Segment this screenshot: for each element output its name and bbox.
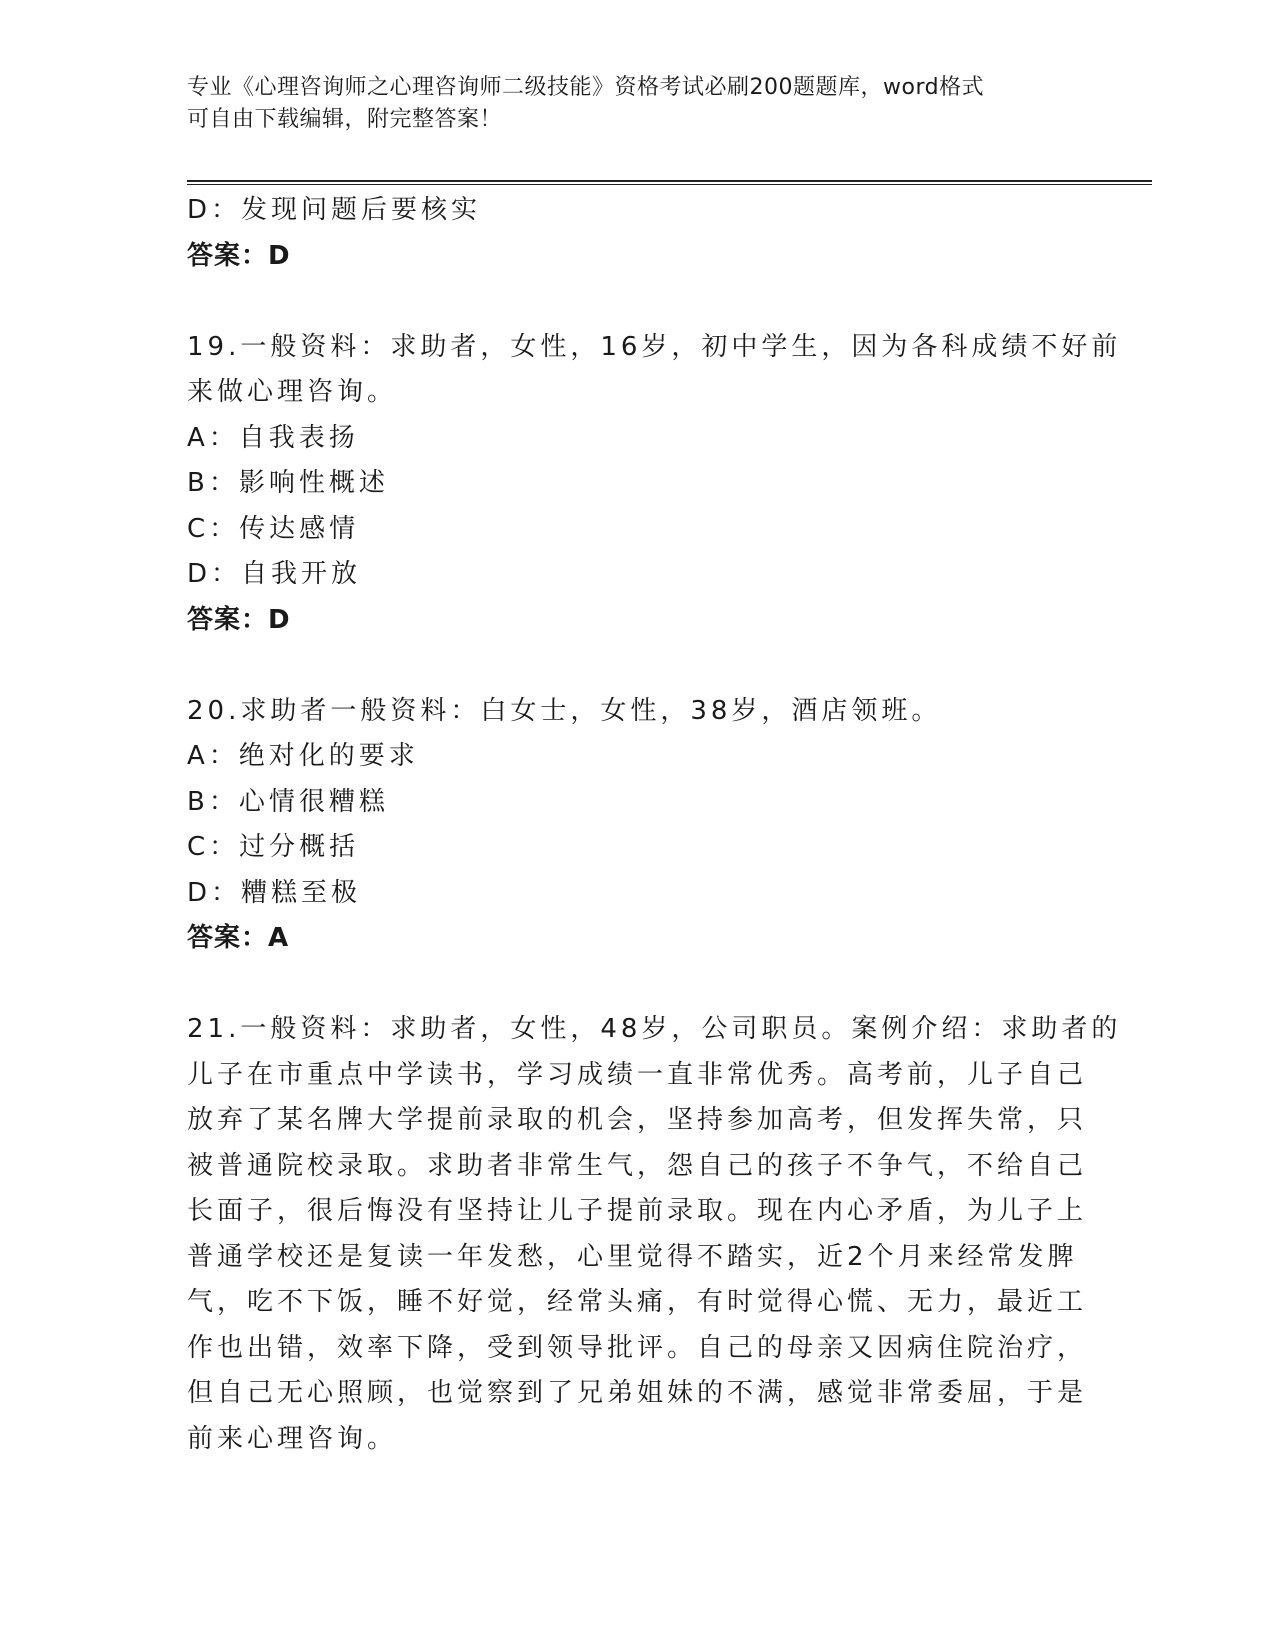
question-block [187,325,1122,644]
option-line: C：过分概括 [187,832,360,862]
question-text: 儿子在市重点中学读书，学习成绩一直非常优秀。高考前，儿子自己 [187,1059,1088,1090]
option-line: B：影响性概述 [187,468,389,498]
page-header [187,72,1087,136]
question-text: 前来心理咨询。 [187,1423,398,1454]
header-divider [187,180,1152,185]
question-text: 19.一般资料：求助者，女性，16岁，初中学生，因为各科成绩不好前 [187,331,1122,362]
answer-line: 答案：D [187,604,291,635]
option-line: C：传达感情 [187,513,360,544]
question-text: 作也出错，效率下降，受到领导批评。自己的母亲又因病住院治疗， [187,1332,1088,1363]
option-line: B：心情很糟糕 [187,786,389,817]
answer-line: 答案：A [187,923,290,953]
question-content [187,188,1122,1462]
question-block [187,689,1087,962]
spacer [187,962,1087,1008]
question-text: 普通学校还是复读一年发愁，心里觉得不踏实，近2个月来经常发脾 [187,1241,1078,1272]
question-text: 放弃了某名牌大学提前录取的机会，坚持参加高考，但发挥失常，只 [187,1105,1088,1135]
spacer [187,279,1087,325]
question-text: 来做心理咨询。 [187,377,398,407]
option-line: A：自我表扬 [187,422,359,453]
header-line-1: 专业《心理咨询师之心理咨询师二级技能》资格考试必刷200题题库，word格式 [187,75,985,100]
question-block [187,1007,1122,1462]
question-text: 但自己无心照顾，也觉察到了兄弟姐妹的不满，感觉非常委屈，于是 [187,1378,1088,1408]
answer-line: 答案：D [187,240,291,271]
question-text: 21.一般资料：求助者，女性，48岁，公司职员。案例介绍：求助者的 [187,1014,1122,1044]
question-block [187,188,1087,279]
option-line: D：自我开放 [187,559,362,589]
question-text: 被普通院校录取。求助者非常生气，怨自己的孩子不争气，不给自己 [187,1150,1088,1181]
spacer [187,643,1087,689]
question-text: 长面子，很后悔没有坚持让儿子提前录取。现在内心矛盾，为儿子上 [187,1196,1088,1226]
option-line: D：糟糕至极 [187,877,362,908]
question-text: 20.求助者一般资料：白女士，女性，38岁，酒店领班。 [187,695,942,726]
header-line-2: 可自由下载编辑，附完整答案！ [187,107,503,132]
question-text: 气，吃不下饭，睡不好觉，经常头痛，有时觉得心慌、无力，最近工 [187,1287,1088,1317]
option-line: A：绝对化的要求 [187,741,419,771]
option-line: D：发现问题后要核实 [187,195,482,225]
